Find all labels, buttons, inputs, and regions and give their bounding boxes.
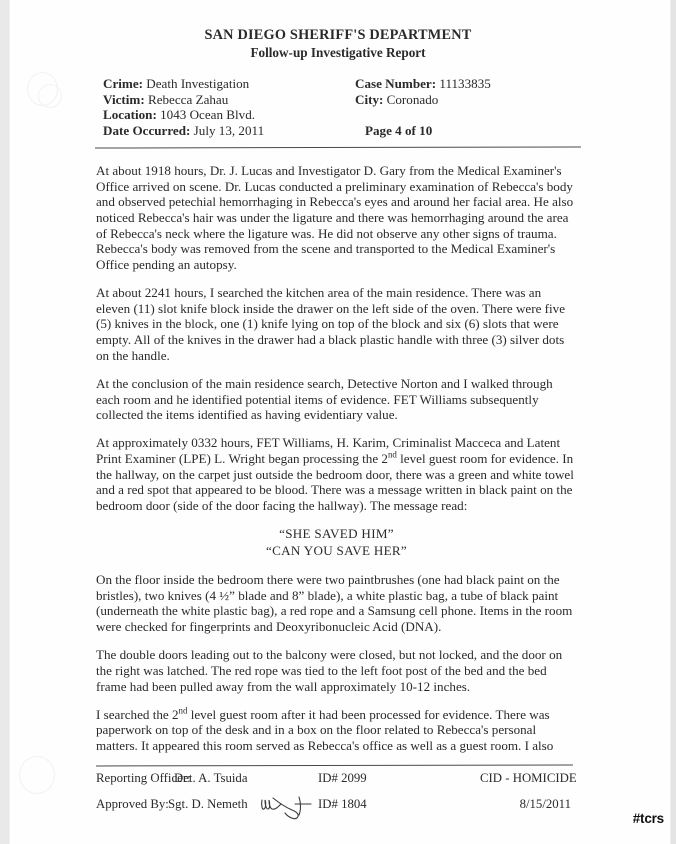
field-date-occurred-label: Date Occurred: [103,122,191,138]
field-victim-label: Victim: [103,91,145,107]
paragraph-balcony-doors-and-rope: The double doors leading out to the balcony were closed, but not locked, and the door on the right was latched. The red rope was tied to the left foot post of the bed and the bed frame had been pulled away from the wall approximately 10-12 inches. [96,647,563,694]
guest-room-search-part1: I searched the 2 [96,706,179,722]
field-crime [103,76,264,92]
report-footer [96,771,577,823]
reporting-officer-id: ID# 2099 [318,771,367,785]
report-narrative [96,163,577,754]
paragraph-residence-search-conclusion: At the conclusion of the main residence search, Detective Norton and I walked through each room and he identified potential items of evidence. FET Williams subsequently collected the items identified as having evidentiary value. [96,375,553,423]
approved-by-label: Approved By: [96,797,169,811]
guest-room-text-part2: level guest room for evidence. In the hallway, on the carpet just outside the bedroom door, there was a green and white towel and a red spot that appeared to be blood. There was a message written in black paint on the bedroom door (side of the door facing the hallway). The message read: [96,451,574,513]
door-message-line-1: “SHE SAVED HIM” [279,526,394,542]
door-message-quote [96,526,577,559]
scan-smudge-artifact [19,756,55,794]
field-victim [103,92,264,108]
paragraph-bedroom-floor-items: On the floor inside the bedroom there were two paintbrushes (one had black paint on the bristles), two knives (4 ½” blade and 8” blade), a white plastic bag, a tube of black paint (underneath the white plastic bag), a red rope and a Samsung cell phone. Items in the room were checked for fingerprints and Deoxyribonucleic Acid (DNA). [96,572,573,635]
field-date-occurred-value: July 13, 2011 [193,122,265,138]
case-metadata-right-column [355,76,491,139]
watermark-tag: #tcrs [632,811,664,826]
door-message-line-2: “CAN YOU SAVE HER” [265,542,408,558]
case-metadata-left-column [103,76,264,138]
field-city [355,92,491,108]
footer-row-approved-by [96,797,577,823]
paragraph-guest-room-search [96,707,577,754]
unit-designation: CID - HOMICIDE [480,771,577,785]
field-case-number-label: Case Number: [355,75,437,91]
field-date-occurred [103,123,264,139]
field-crime-label: Crime: [103,75,143,91]
paragraph-guest-room-processing [96,435,577,513]
ordinal-suffix-nd: nd [178,705,188,716]
approved-by-name: Sgt. D. Nemeth [168,797,248,811]
field-victim-value: Rebecca Zahau [147,91,229,107]
reporting-officer-label: Reporting Officer: [96,771,191,785]
page-title: SAN DIEGO SHERIFF'S DEPARTMENT [204,27,472,43]
case-metadata [0,76,676,142]
ordinal-suffix-nd: nd [387,449,397,460]
footer-divider-rule [96,765,573,767]
reporting-officer-name: Det. A. Tsuida [174,771,248,785]
field-crime-value: Death Investigation [146,75,250,91]
guest-room-search-part2: level guest room after it had been processed for evidence. There was paperwork on top of the desk and in a box on the floor related to Rebecca's personal matters. It appeared this room served as Rebecca's office as well as a guest room. I also [96,706,554,754]
paragraph-medical-examiner: At about 1918 hours, Dr. J. Lucas and Investigator D. Gary from the Medical Examiner's Office arrived on scene. Dr. Lucas conducted a preliminary examination of Rebecca's body and observed petechial hemorrhaging in Rebecca's eyes and around her facial area. He also noticed Rebecca's hair was under the ligature and there was hemorrhaging around the area of Rebecca's neck where the ligature was. He did not observe any other signs of trauma. Rebecca's body was removed from the scene and transported to the Medical Examiner's Office pending an autopsy. [96,163,574,272]
document-header [0,0,676,62]
approved-date: 8/15/2011 [519,797,571,811]
field-location [103,107,264,123]
field-city-label: City: [355,91,384,107]
field-case-number-value: 11133835 [439,75,491,91]
footer-row-reporting-officer [96,771,577,797]
guest-room-text-part1: At approximately 0332 hours, FET Williams, H. Karim, Criminalist Macceca and Latent Print Examiner (LPE) L. Wright began processing the 2 [96,435,561,466]
field-city-value: Coronado [386,91,439,107]
field-case-number [355,76,491,92]
field-location-label: Location: [103,107,157,123]
header-divider-rule [95,146,581,148]
page-number-indicator: Page 4 of 10 [365,123,433,139]
approved-by-id: ID# 1804 [318,797,367,811]
page-subtitle: Follow-up Investigative Report [250,45,426,61]
paragraph-kitchen-search: At about 2241 hours, I searched the kitchen area of the main residence. There was an eleven (11) slot knife block inside the drawer on the left side of the oven. There were five (5) knives in the block, one (1) knife lying on top of the block and six (6) slots that were empty. All of the knives in the drawer had a black plastic handle with three (3) silver dots on the handle. [96,285,566,363]
field-location-value: 1043 Ocean Blvd. [160,107,256,123]
